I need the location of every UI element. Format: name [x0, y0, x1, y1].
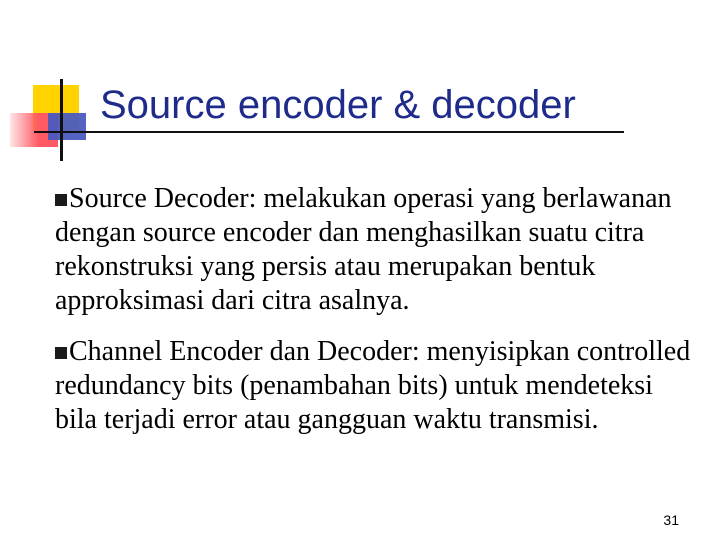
bullet-text: Source Decoder: melakukan operasi yang berlawanan dengan source encoder dan menghasilkan suatu citra rekonstruksi yang persis atau merupakan bentuk approksimasi dari citra asalnya. — [55, 183, 672, 316]
slide-title: Source encoder & decoder — [100, 83, 576, 127]
title-underline — [34, 131, 624, 133]
decorative-blue-square — [48, 113, 86, 140]
square-bullet-icon — [55, 194, 67, 206]
square-bullet-icon — [55, 347, 67, 359]
bullet-list — [55, 182, 695, 454]
decorative-vertical-line — [60, 79, 63, 161]
bullet-text: Channel Encoder dan Decoder: menyisipkan controlled redundancy bits (penambahan bits) untuk mendeteksi bila terjadi error atau gangguan waktu transmisi. — [55, 336, 691, 435]
bullet-item — [55, 335, 695, 437]
bullet-item — [55, 182, 695, 318]
page-number: 31 — [663, 512, 679, 528]
